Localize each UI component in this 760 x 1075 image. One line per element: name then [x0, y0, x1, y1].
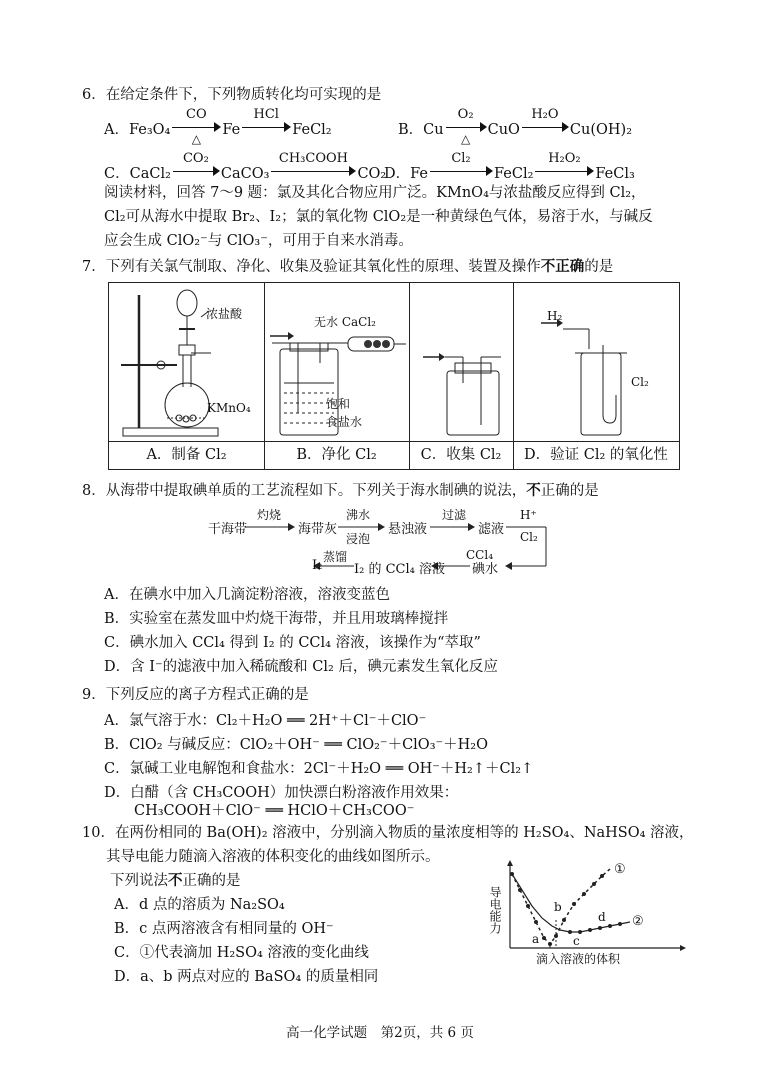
flow-cl2: Cl₂ [520, 530, 538, 544]
caption-d: D．验证 Cl₂ 的氧化性 [513, 441, 679, 469]
label-conc-hcl: 浓盐酸 [206, 307, 243, 321]
q9-option-d-line1: D．白醋（含 CH₃COOH）加快漂白粉溶液作用效果： [104, 785, 459, 801]
q7-cell-c [409, 283, 514, 469]
oxidation-test-bottle [513, 283, 679, 441]
flow-kelp-ash: 海带灰 [298, 522, 338, 537]
flow-i2: I₂ [312, 558, 323, 573]
q7-stem-end: 的是 [584, 259, 614, 275]
q6-a-arrow-2-top: HCl [253, 107, 279, 122]
q6-c-formula-2: CaCO₃ [220, 166, 270, 182]
q8-stem [82, 482, 599, 500]
q6-b-arrow-1-bottom: △ [460, 132, 471, 146]
q9-stem: 9．下列反应的离子方程式正确的是 [82, 687, 309, 703]
q6-a-formula-3: FeCl₂ [292, 122, 332, 138]
q6-option-d [384, 151, 635, 183]
point-b: b [554, 900, 562, 914]
q6-d-formula-2: FeCl₂ [494, 166, 534, 182]
flow-suspension: 悬浊液 [388, 522, 428, 537]
q7-cell-d [513, 283, 679, 469]
q6-a-formula-1: Fe₃O₄ [128, 122, 171, 138]
flow-ccl4: CCl₄ [466, 548, 494, 562]
q7-stem-text: 7．下列有关氯气制取、净化、收集及验证其氧化性的原理、装置及操作 [82, 259, 541, 275]
q10-stem-3-end: 正确的是 [182, 873, 241, 889]
flow-distill: 蒸馏 [323, 550, 348, 564]
label-saturated-2: 食盐水 [326, 415, 363, 429]
label-cl2: Cl₂ [631, 375, 649, 389]
q6-d-formula-3: FeCl₃ [595, 166, 635, 182]
q9-option-c: C．氯碱工业电解饱和食盐水：2Cl⁻＋H₂O ══ OH⁻＋H₂↑＋Cl₂↑ [104, 761, 534, 777]
q6-option-b [398, 107, 633, 146]
flow-dried-kelp: 干海带 [208, 522, 248, 537]
q6-b-formula-3: Cu(OH)₂ [569, 122, 633, 138]
curve-label-1: ① [614, 862, 626, 877]
q8-stem-text: 8．从海带中提取碘单质的工艺流程如下。下列关于海水制碘的说法， [82, 483, 527, 499]
q7-apparatus-table [108, 282, 680, 470]
reading-line-1: 阅读材料，回答 7～9 题：氯及其化合物应用广泛。KMnO₄与浓盐酸反应得到 Cl₂， [104, 185, 646, 201]
q6-c-arrow-1-top: CO₂ [182, 151, 209, 166]
q10-stem-3-text: 下列说法 [110, 873, 168, 889]
q8-option-b: B．实验室在蒸发皿中灼烧干海带，并且用玻璃棒搅拌 [104, 611, 449, 627]
q10-stem-3 [110, 872, 241, 890]
reading-line-2: Cl₂可从海水中提取 Br₂、I₂；氯的氧化物 ClO₂是一种黄绿色气体，易溶于水，与碱反 [104, 209, 653, 225]
point-a: a [532, 932, 540, 946]
q6-c-arrow-1 [171, 151, 221, 180]
point-d: d [598, 910, 606, 924]
q6-b-arrow-2 [520, 107, 570, 136]
q10-option-c: C．①代表滴加 H₂SO₄ 溶液的变化曲线 [114, 945, 369, 961]
caption-b: B．净化 Cl₂ [264, 441, 409, 469]
reading-line-3: 应会生成 ClO₂⁻与 ClO₃⁻，可用于自来水消毒。 [104, 233, 413, 249]
flow-iodine-water: 碘水 [472, 562, 499, 577]
collection-bottle [409, 283, 513, 441]
q10-stem-1: 10．在两份相同的 Ba(OH)₂ 溶液中，分别滴入物质的量浓度相等的 H₂SO₄、NaHSO₄ 溶液， [82, 825, 694, 841]
q6-b-arrow-2-top: H₂O [531, 107, 559, 122]
flow-soak: 浸泡 [346, 532, 371, 546]
flow-filter: 过滤 [442, 508, 467, 522]
q6-b-arrow-1-top: O₂ [457, 107, 474, 122]
q9-option-d-line2: CH₃COOH＋ClO⁻ ══ HClO＋CH₃COO⁻ [134, 803, 415, 819]
q10-stem-3-emphasis: 不 [168, 873, 183, 889]
q8-option-d: D．含 I⁻的滤液中加入稀硫酸和 Cl₂ 后，碘元素发生氧化反应 [104, 659, 498, 675]
q8-option-a: A．在碘水中加入几滴淀粉溶液，溶液变蓝色 [104, 587, 390, 603]
graph-x-label: 滴入溶液的体积 [536, 952, 621, 966]
q6-c-arrow-2-top: CH₃COOH [278, 151, 348, 166]
q10-option-d: D．a、b 两点对应的 BaSO₄ 的质量相同 [114, 969, 379, 985]
q6-d-arrow-2 [533, 151, 595, 180]
q6-d-formula-1: Fe [410, 166, 428, 182]
q10-option-a: A．d 点的溶质为 Na₂SO₄ [114, 897, 285, 913]
q6-d-label: D． [384, 166, 411, 182]
label-anhydrous-cacl2: 无水 CaCl₂ [314, 315, 376, 329]
q10-stem-2: 其导电能力随滴入溶液的体积变化的曲线如图所示。 [106, 849, 440, 865]
q6-d-arrow-1 [428, 151, 494, 180]
q6-a-arrow-1 [170, 107, 222, 146]
flow-h-plus: H⁺ [520, 508, 537, 522]
q6-b-formula-2: CuO [487, 122, 520, 138]
q7-cell-b [264, 283, 410, 469]
q9-option-a: A．氯气溶于水：Cl₂＋H₂O ══ 2H⁺＋Cl⁻＋ClO⁻ [104, 713, 427, 729]
flow-filtrate: 滤液 [478, 522, 505, 537]
label-kmno4: KMnO₄ [207, 401, 251, 415]
q6-c-formula-3: CO₂ [357, 166, 387, 182]
q6-a-arrow-1-top: CO [186, 107, 207, 122]
q6-b-label: B． [398, 122, 424, 138]
flow-burn: 灼烧 [257, 508, 282, 522]
flow-boiling-water: 沸水 [346, 508, 371, 522]
q6-d-arrow-2-top: H₂O₂ [548, 151, 581, 166]
q6-c-label: C． [104, 166, 130, 182]
q6-d-arrow-1-top: Cl₂ [451, 151, 471, 166]
q9-option-b: B．ClO₂ 与碱反应：ClO₂＋OH⁻ ══ ClO₂⁻＋ClO₃⁻＋H₂O [104, 737, 489, 753]
curve-label-2: ② [632, 914, 644, 929]
q6-option-a [104, 107, 332, 146]
graph-y-label: 导电能力 [488, 886, 502, 934]
caption-c: C．收集 Cl₂ [409, 441, 513, 469]
q7-cell-a [109, 283, 265, 469]
q10-option-b: B．c 点两溶液含有相同量的 OH⁻ [114, 921, 334, 937]
q6-b-formula-1: Cu [423, 122, 444, 138]
label-saturated-1: 饱和 [326, 397, 351, 411]
q6-option-c [104, 151, 387, 183]
page-footer: 高一化学试题 第2页，共 6 页 [286, 1025, 474, 1041]
q6-c-arrow-2 [269, 151, 357, 180]
caption-a: A．制备 Cl₂ [109, 441, 264, 469]
q6-a-arrow-1-bottom: △ [191, 132, 201, 146]
q8-stem-end: 正确的是 [540, 483, 599, 499]
q8-stem-emphasis: 不 [526, 483, 541, 499]
q7-stem [82, 258, 613, 276]
q6-c-formula-1: CaCl₂ [129, 166, 171, 182]
q6-stem: 6．在给定条件下，下列物质转化均可实现的是 [82, 87, 382, 103]
q7-stem-emphasis: 不正确 [540, 259, 585, 275]
q6-a-arrow-2 [240, 107, 292, 136]
q6-a-formula-2: Fe [222, 122, 241, 138]
q6-a-label: A． [104, 122, 129, 138]
q6-b-arrow-1 [444, 107, 488, 146]
flow-i2-ccl4-solution: I₂ 的 CCl₄ 溶液 [354, 562, 446, 577]
point-c: c [573, 934, 580, 948]
label-h2: H₂ [547, 309, 563, 323]
q8-option-c: C．碘水加入 CCl₄ 得到 I₂ 的 CCl₄ 溶液，该操作为“萃取” [104, 635, 481, 651]
